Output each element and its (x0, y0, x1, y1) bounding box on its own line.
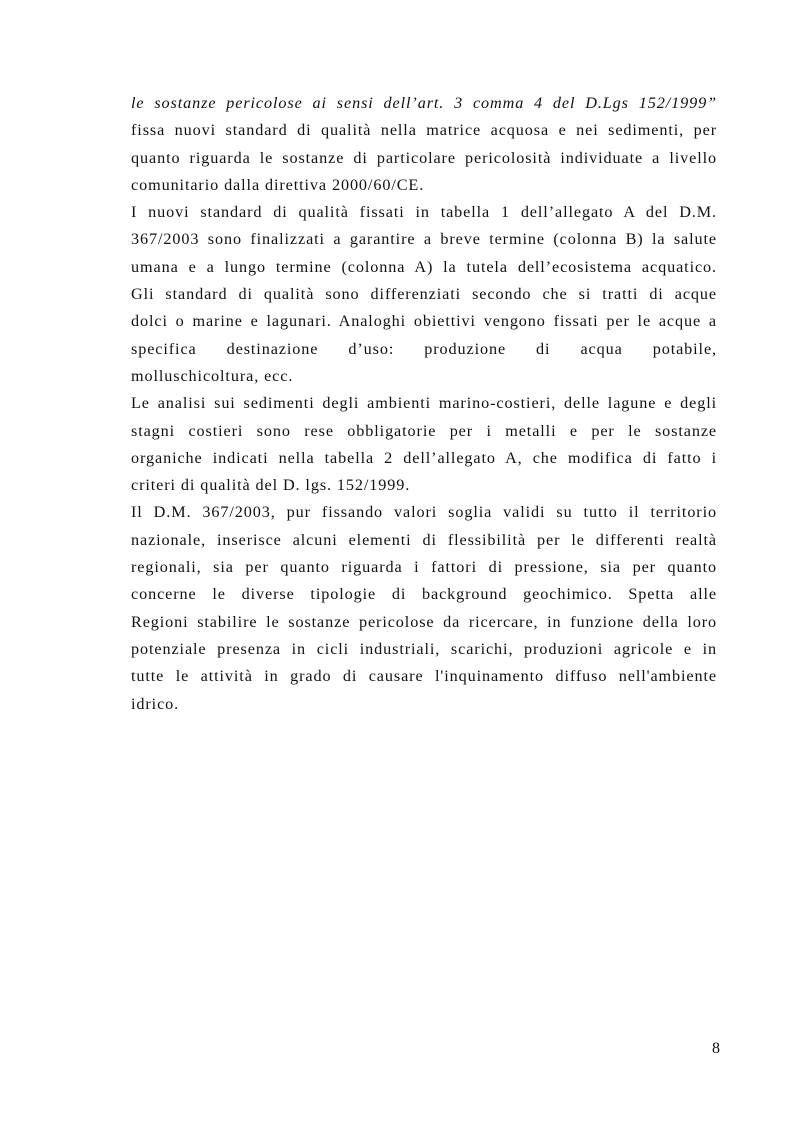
text-line: comunitario dalla direttiva 2000/60/CE. (131, 175, 425, 194)
text-line: I nuovi standard di qualità fissati in tabella 1 dell’allegato A del D.M. (131, 203, 717, 222)
text-line: Il D.M. 367/2003, pur fissando valori soglia validi su tutto il territorio (131, 503, 717, 522)
text-line: organiche indicati nella tabella 2 dell’allegato A, che modifica di fatto i (131, 448, 717, 467)
text-line: Gli standard di qualità sono differenziati secondo che si tratti di acque (131, 285, 717, 304)
text-line: stagni costieri sono rese obbligatorie per i metalli e per le sostanze (131, 421, 717, 440)
page-number: 8 (712, 1040, 720, 1057)
text-line: criteri di qualità del D. lgs. 152/1999. (131, 476, 411, 495)
text-line: Le analisi sui sedimenti degli ambienti marino-costieri, delle lagune e degli (131, 394, 717, 413)
text-line: fissa nuovi standard di qualità nella matrice acquosa e nei sedimenti, per (131, 121, 717, 140)
text-line: potenziale presenza in cicli industriali, scarichi, produzioni agricole e in (131, 639, 717, 658)
text-line: Regioni stabilire le sostanze pericolose da ricercare, in funzione della loro (131, 612, 717, 631)
text-line: nazionale, inserisce alcuni elementi di flessibilità per le differenti realtà (131, 530, 717, 549)
text-line: 367/2003 sono finalizzati a garantire a breve termine (colonna B) la salute (131, 230, 717, 249)
text-line: idrico. (131, 694, 180, 713)
text-line: concerne le diverse tipologie di background geochimico. Spetta alle (131, 585, 717, 604)
body-text (131, 90, 717, 718)
text-line: umana e a lungo termine (colonna A) la tutela dell’ecosistema acquatico. (131, 257, 717, 276)
text-line: dolci o marine e lagunari. Analoghi obiettivi vengono fissati per le acque a (131, 312, 717, 331)
text-line: le sostanze pericolose ai sensi dell’art. 3 comma 4 del D.Lgs 152/1999” (131, 94, 717, 112)
text-line: regionali, sia per quanto riguarda i fattori di pressione, sia per quanto (131, 558, 717, 577)
text-line: quanto riguarda le sostanze di particolare pericolosità individuate a livello (131, 148, 717, 167)
text-line: molluschicoltura, ecc. (131, 366, 294, 385)
text-line: tutte le attività in grado di causare l'inquinamento diffuso nell'ambiente (131, 667, 717, 686)
text-line: specifica destinazione d’uso: produzione di acqua potabile, (131, 339, 717, 358)
